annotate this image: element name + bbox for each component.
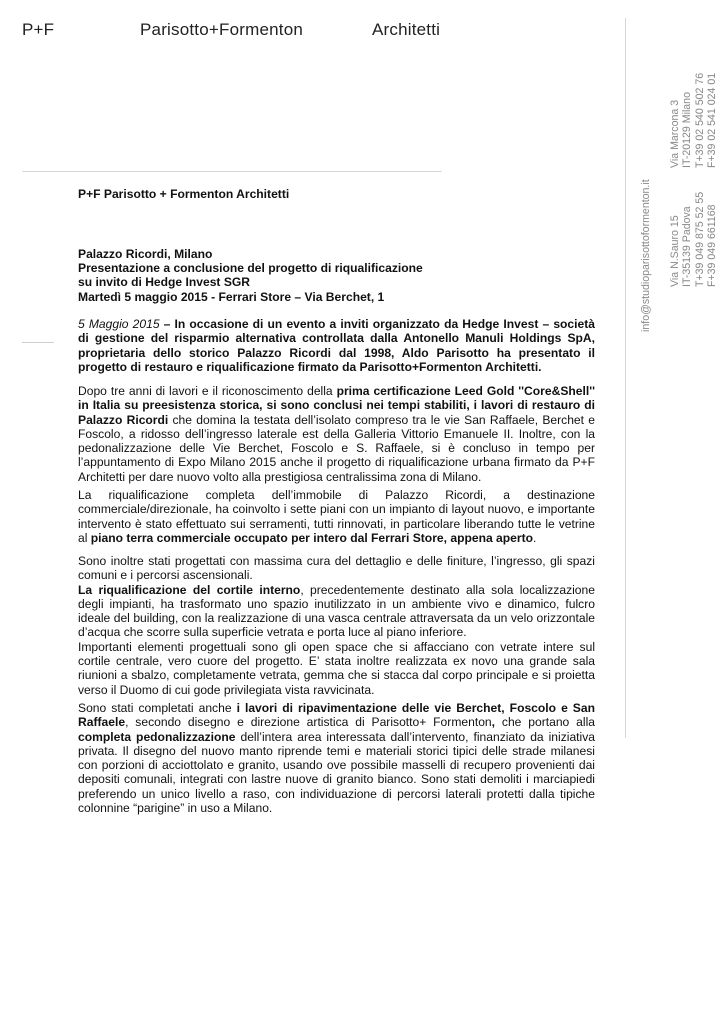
- firm-name: P+F Parisotto + Formenton Architetti: [78, 187, 290, 201]
- intro-text: – In occasione di un evento a inviti organizzato da Hedge Invest – società di gestione del risparmio alternativa controllata dalla Antonello Manuli Holdings SpA, proprietaria dello storico Palazzo Ricordi dal 1998, Aldo Parisotto ha presentato il progetto di restauro e riqualificazione firmato da Parisotto+Formenton Architetti.: [78, 317, 595, 374]
- p5-bold-2: completa pedonalizzazione: [78, 729, 236, 744]
- p5-bold-comma: ,: [491, 715, 502, 730]
- p5-text-e: che portano alla: [501, 715, 595, 730]
- p4-text-c: , precedentemente destinato alla sola localizzazione degli impianti, ha trasformato uno spazio inutilizzato in un ambiente vivo e dinamico, fulcro ideale del building, con la realizzazione di una vasca centrale attraversata da un velo orizzontale d’acqua che scorre sulla superficie vetrata e porta luce al piano inferiore.: [78, 582, 595, 640]
- logo-pf: P+F: [22, 20, 55, 39]
- title-block: [78, 247, 595, 304]
- title-line-1: Palazzo Ricordi, Milano: [78, 247, 213, 261]
- title-line-2: Presentazione a conclusione del progetto di riqualificazione: [78, 261, 423, 276]
- paragraph-ripavimentazione: [78, 701, 595, 815]
- p3-text-a: La riqualificazione completa dell’immobile di Palazzo Ricordi, a destinazione commerciale/direzionale, ha coinvolto i sette piani con un impianto di layout nuovo, e importante intervento è stato effettuato sui serramenti, tutti rinnovati, in particolare liberando tutte le vetrine al: [78, 488, 595, 545]
- p4-intro: Sono inoltre stati progettati con massima cura del dettaglio e delle finiture, l’ingresso, gli spazi comuni e i percorsi ascensionali.: [78, 554, 595, 583]
- p2-text-a: Dopo tre anni di lavori e il riconoscimento della: [78, 384, 337, 398]
- p5-text-c: , secondo disegno e direzione artistica di Parisotto+ Formenton: [125, 715, 492, 730]
- studio-name: Parisotto+Formenton: [140, 20, 304, 39]
- p5-text-g: dell’intera area interessata dall’intervento, finanziato da iniziativa privata. Il disegno del nuovo manto riprende temi e materiali storici tipici delle strade milanesi con porzioni di acciottolato e granito, usando ove possibile masselli di recupero provenienti dai depositi comunali, integrati con lastre nuove di granito bianco. Sono stati demoliti i marciapiedi preferendo un unico livello a raso, con individuazione di percorsi laterali protetti dalla tipiche colonnine “parigine” in uso a Milano.: [78, 729, 596, 816]
- paragraph-riqualificazione: [78, 488, 595, 545]
- p2-bold: prima certificazione Leed Gold ''Core&Shell'' in Italia su preesistenza storica, si sono conclusi nei tempi stabiliti, i lavori di restauro di Palazzo Ricordi: [78, 384, 595, 427]
- p3-bold: piano terra commerciale occupato per intero dal Ferrari Store, appena aperto: [90, 530, 534, 545]
- p2-text-c: che domina la testata dell’isolato compreso tra le vie San Raffaele, Berchet e Foscolo, a ridosso dell’ingresso laterale est della Galleria Vittorio Emanuele II. Inoltre, con la pedonalizzazione delle Vie Berchet, Foscolo e S. Raffaele, si è concluso in tempo per l’appuntamento di Expo Milano 2015 anche il progetto di riqualificazione urbana firmato da P+F Architetti per dare nuovo volto alla prestigiosa centralissima zona di Milano.: [78, 412, 595, 484]
- p5-bold-1: i lavori di ripavimentazione delle vie Berchet, Foscolo e San Raffaele: [78, 701, 595, 730]
- p5-text-a: Sono stati completati anche: [78, 701, 237, 715]
- studio-suffix: Architetti: [372, 20, 441, 39]
- header-divider: [22, 171, 442, 172]
- sidebar-address-padova: Via N.Sauro 15 IT-35139 Padova T+39 049 875 52 55 F+39 049 661168: [669, 191, 719, 287]
- p4-bold: La riqualificazione del cortile interno: [78, 582, 301, 597]
- press-date: 5 Maggio 2015: [78, 317, 160, 331]
- paragraph-cortile: [78, 554, 595, 697]
- p3-text-c: .: [533, 530, 537, 545]
- paragraph-leed: [78, 384, 595, 484]
- title-line-3: su invito di Hedge Invest SGR: [78, 275, 251, 290]
- paragraph-intro: [78, 317, 595, 374]
- sidebar-email[interactable]: info@studioparisottoformenton.it: [640, 179, 652, 332]
- sidebar-divider: [625, 18, 626, 738]
- fold-mark: [22, 342, 54, 343]
- title-line-4: Martedì 5 maggio 2015 - Ferrari Store – Via Berchet, 1: [78, 289, 385, 304]
- sidebar-address-milano: Via Marcona 3 IT-20129 Milano T+39 02 540 502 76 F+39 02 541 024 01: [669, 72, 719, 168]
- p4-text-d: Importanti elementi progettuali sono gli open space che si affacciano con vetrate intere sul cortile centrale, vero cuore del progetto. E’ stata inoltre realizzata ex novo una grande sala riunioni a sbalzo, completamente vetrata, gemma che si stacca dal corpo principale e si proietta verso il Duomo di cui gode privilegiata vista ravvicinata.: [78, 639, 595, 697]
